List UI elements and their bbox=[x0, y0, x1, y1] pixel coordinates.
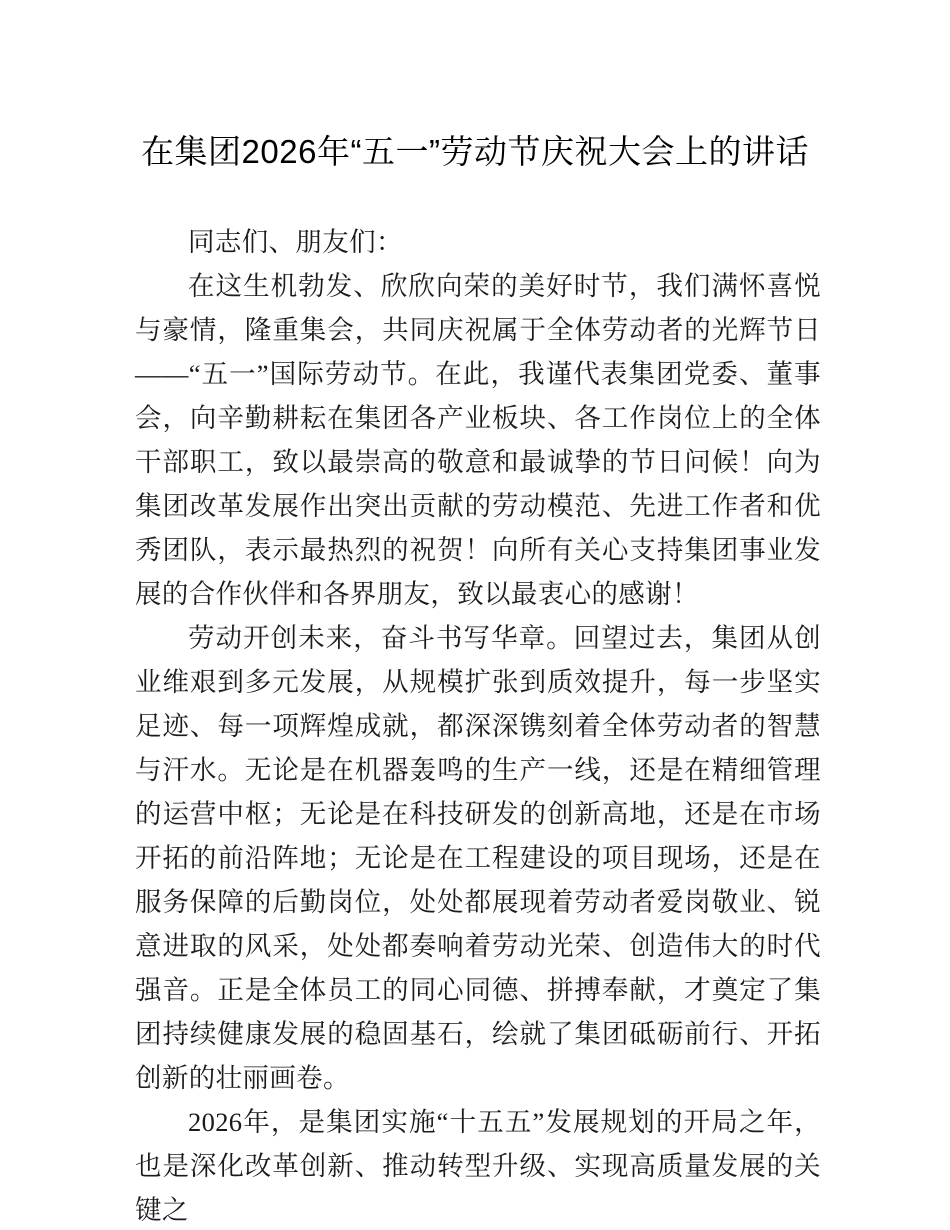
body-paragraph-3: 2026年，是集团实施“十五五”发展规划的开局之年，也是深化改革创新、推动转型升级、实现高质量发展的关键之 bbox=[135, 1107, 821, 1225]
salutation-line: 同志们、朋友们： bbox=[188, 227, 403, 257]
document-body bbox=[135, 220, 821, 1230]
body-paragraph-2: 劳动开创未来，奋斗书写华章。回望过去，集团从创业维艰到多元发展，从规模扩张到质效提升，每一步坚实足迹、每一项辉煌成就，都深深镌刻着全体劳动者的智慧与汗水。无论是在机器轰鸣的生产一线，还是在精细管理的运营中枢；无论是在科技研发的创新高地，还是在市场开拓的前沿阵地；无论是在工程建设的项目现场，还是在服务保障的后勤岗位，处处都展现着劳动者爱岗敬业、锐意进取的风采，处处都奏响着劳动光荣、创造伟大的时代强音。正是全体员工的同心同德、拼搏奉献，才奠定了集团持续健康发展的稳固基石，绘就了集团砥砺前行、开拓创新的壮丽画卷。 bbox=[135, 623, 821, 1093]
body-paragraph-1: 在这生机勃发、欣欣向荣的美好时节，我们满怀喜悦与豪情，隆重集会，共同庆祝属于全体劳动者的光辉节日——“五一”国际劳动节。在此，我谨代表集团党委、董事会，向辛勤耕耘在集团各产业板块、各工作岗位上的全体干部职工，致以最崇高的敬意和最诚挚的节日问候！向为集团改革发展作出突出贡献的劳动模范、先进工作者和优秀团队，表示最热烈的祝贺！向所有关心支持集团事业发展的合作伙伴和各界朋友，致以最衷心的感谢！ bbox=[135, 271, 821, 609]
page-title: 在集团2026年“五一”劳动节庆祝大会上的讲话 bbox=[141, 133, 809, 171]
